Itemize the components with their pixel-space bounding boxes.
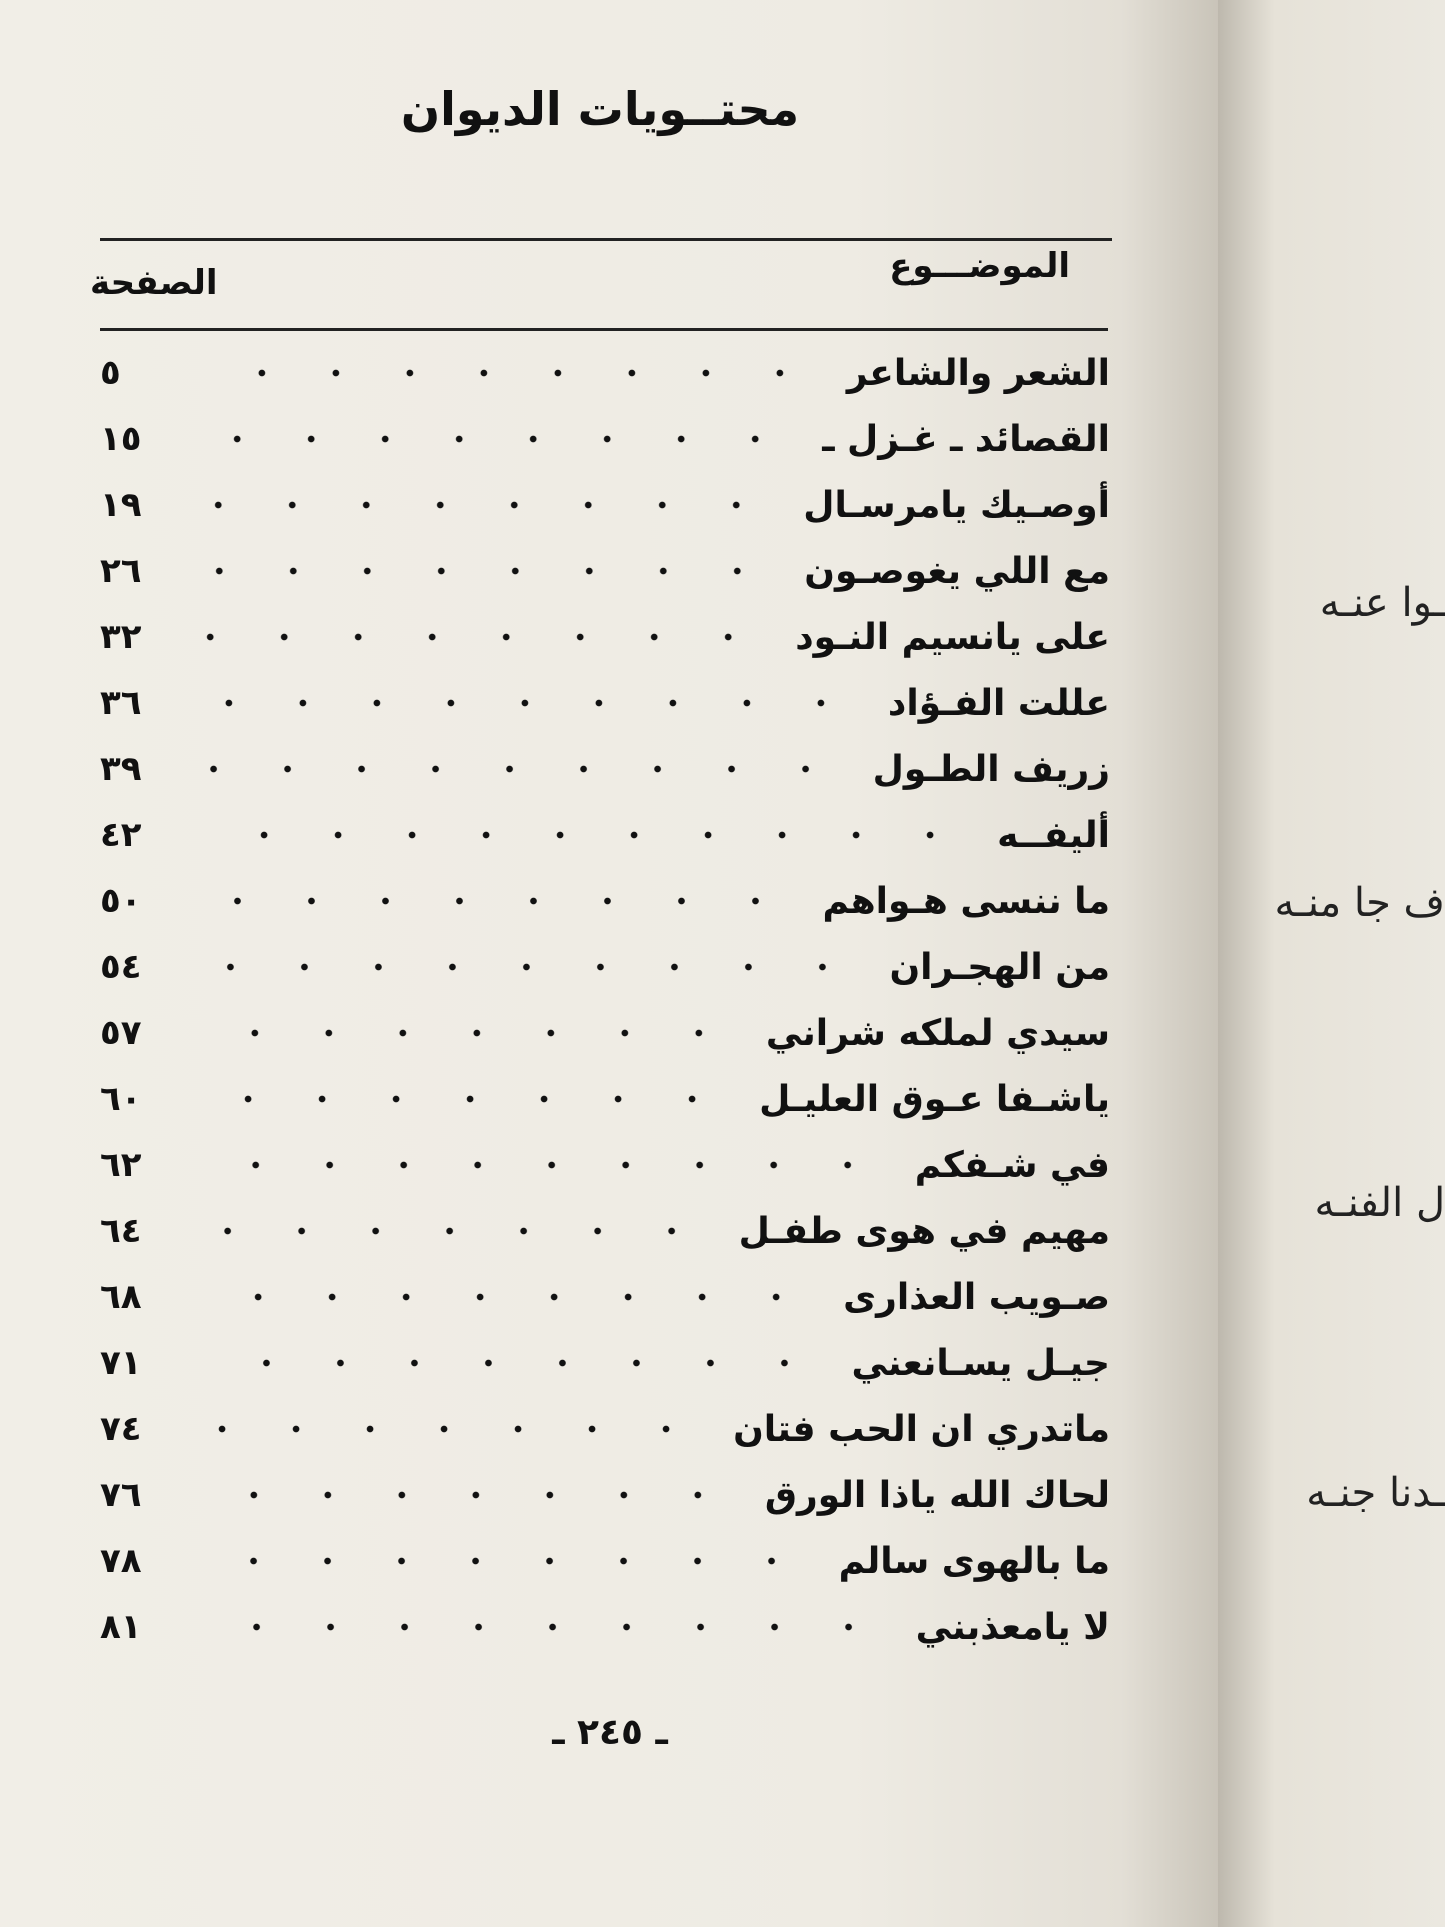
- toc-entry-title: لا يامعذبني: [915, 1606, 1110, 1648]
- toc-entry-page: ١٥: [100, 419, 142, 459]
- toc-entry-title: في شـفكم: [914, 1144, 1110, 1186]
- toc-entry-page: ٥٧: [100, 1013, 142, 1053]
- toc-entry-page: ٧٤: [100, 1409, 142, 1449]
- toc-row: [100, 1594, 1110, 1660]
- dot-leader: [202, 1292, 813, 1302]
- toc-entry-title: لحاك الله ياذا الورق: [764, 1474, 1110, 1516]
- toc-entry-page: ٧٨: [100, 1541, 142, 1581]
- toc-row: [100, 868, 1110, 934]
- toc-entry-page: ٤٢: [100, 815, 142, 855]
- toc-entry-page: ٦٢: [100, 1145, 142, 1185]
- facing-page: [1218, 0, 1445, 1927]
- toc-entry-title: ياشـفا عـوق العليـل: [759, 1078, 1110, 1120]
- toc-row: [100, 1132, 1110, 1198]
- dot-leader: [202, 434, 792, 444]
- toc-row: [100, 736, 1110, 802]
- page-number: ـ ٢٤٥ ـ: [552, 1712, 668, 1753]
- table-of-contents: [100, 340, 1110, 1660]
- dot-leader: [202, 1226, 709, 1236]
- facing-page-text: ـوا عنـه: [1319, 580, 1445, 626]
- facing-page-text: ل الفنـه: [1314, 1180, 1445, 1226]
- toc-entry-title: جيـل يسـانعني: [851, 1342, 1110, 1384]
- dot-leader: [202, 830, 967, 840]
- toc-row: [100, 1330, 1110, 1396]
- dot-leader: [202, 896, 792, 906]
- toc-entry-page: ٢٦: [100, 551, 142, 591]
- topic-column-header: الموضـــوع: [889, 246, 1070, 286]
- dot-leader: [202, 764, 843, 774]
- header-bottom-rule: [100, 328, 1108, 331]
- toc-entry-title: أليفــه: [997, 814, 1110, 856]
- toc-entry-title: عللت الفـؤاد: [887, 682, 1110, 724]
- dot-leader: [202, 1556, 809, 1566]
- toc-entry-page: ٧٦: [100, 1475, 142, 1515]
- toc-entry-page: ٥٠: [100, 881, 142, 921]
- toc-entry-title: على يانسيم النـود: [795, 616, 1110, 658]
- toc-row: [100, 1198, 1110, 1264]
- dot-leader: [202, 368, 817, 378]
- toc-row: [100, 340, 1110, 406]
- toc-entry-page: ٣٩: [100, 749, 142, 789]
- dot-leader: [202, 962, 859, 972]
- toc-entry-page: ٣٢: [100, 617, 142, 657]
- toc-entry-title: صـويب العذارى: [843, 1276, 1110, 1318]
- toc-entry-title: مع اللي يغوصـون: [804, 550, 1110, 592]
- dot-leader: [202, 1622, 886, 1632]
- dot-leader: [202, 566, 774, 576]
- dot-leader: [202, 1358, 821, 1368]
- toc-entry-title: الشعر والشاعر: [846, 352, 1110, 394]
- toc-entry-title: زريف الطـول: [872, 748, 1110, 790]
- toc-entry-title: أوصـيك يامرسـال: [803, 484, 1110, 526]
- toc-row: [100, 1066, 1110, 1132]
- toc-row: [100, 670, 1110, 736]
- dot-leader: [202, 1028, 736, 1038]
- toc-entry-title: سيدي لملكه شراني: [765, 1012, 1110, 1054]
- toc-row: [100, 1528, 1110, 1594]
- toc-entry-page: ٦٤: [100, 1211, 142, 1251]
- dot-leader: [202, 500, 773, 510]
- toc-entry-page: ٧١: [100, 1343, 142, 1383]
- dot-leader: [202, 1424, 703, 1434]
- toc-row: [100, 934, 1110, 1000]
- dot-leader: [202, 1490, 735, 1500]
- toc-row: [100, 1396, 1110, 1462]
- toc-entry-page: ٣٦: [100, 683, 142, 723]
- page-title: محتــويات الديوان: [400, 82, 800, 136]
- toc-entry-page: ٨١: [100, 1607, 142, 1647]
- facing-page-text: ـدنا جنـه: [1306, 1470, 1445, 1516]
- toc-row: [100, 1000, 1110, 1066]
- toc-entry-title: ماتدري ان الحب فتان: [733, 1408, 1110, 1450]
- toc-entry-title: ما ننسى هـواهم: [822, 880, 1110, 922]
- dot-leader: [202, 1160, 885, 1170]
- page-column-header: الصفحة: [90, 263, 218, 303]
- toc-row: [100, 802, 1110, 868]
- dot-leader: [202, 1094, 729, 1104]
- toc-entry-title: ما بالهوى سالم: [838, 1540, 1110, 1582]
- toc-entry-page: ٦٠: [100, 1079, 142, 1119]
- header-top-rule: [100, 238, 1112, 241]
- dot-leader: [202, 632, 765, 642]
- toc-row: [100, 1462, 1110, 1528]
- toc-row: [100, 538, 1110, 604]
- facing-page-text: ف جا منـه: [1274, 880, 1445, 926]
- toc-row: [100, 1264, 1110, 1330]
- dot-leader: [202, 698, 858, 708]
- toc-entry-title: القصائد ـ غـزل ـ: [822, 418, 1110, 460]
- toc-row: [100, 472, 1110, 538]
- toc-entry-page: ٥: [100, 353, 121, 393]
- toc-row: [100, 406, 1110, 472]
- toc-entry-title: مهيم في هوى طفـل: [738, 1210, 1110, 1252]
- toc-entry-title: من الهجـران: [889, 946, 1110, 988]
- toc-entry-page: ٦٨: [100, 1277, 142, 1317]
- toc-entry-page: ٥٤: [100, 947, 142, 987]
- toc-row: [100, 604, 1110, 670]
- toc-entry-page: ١٩: [100, 485, 142, 525]
